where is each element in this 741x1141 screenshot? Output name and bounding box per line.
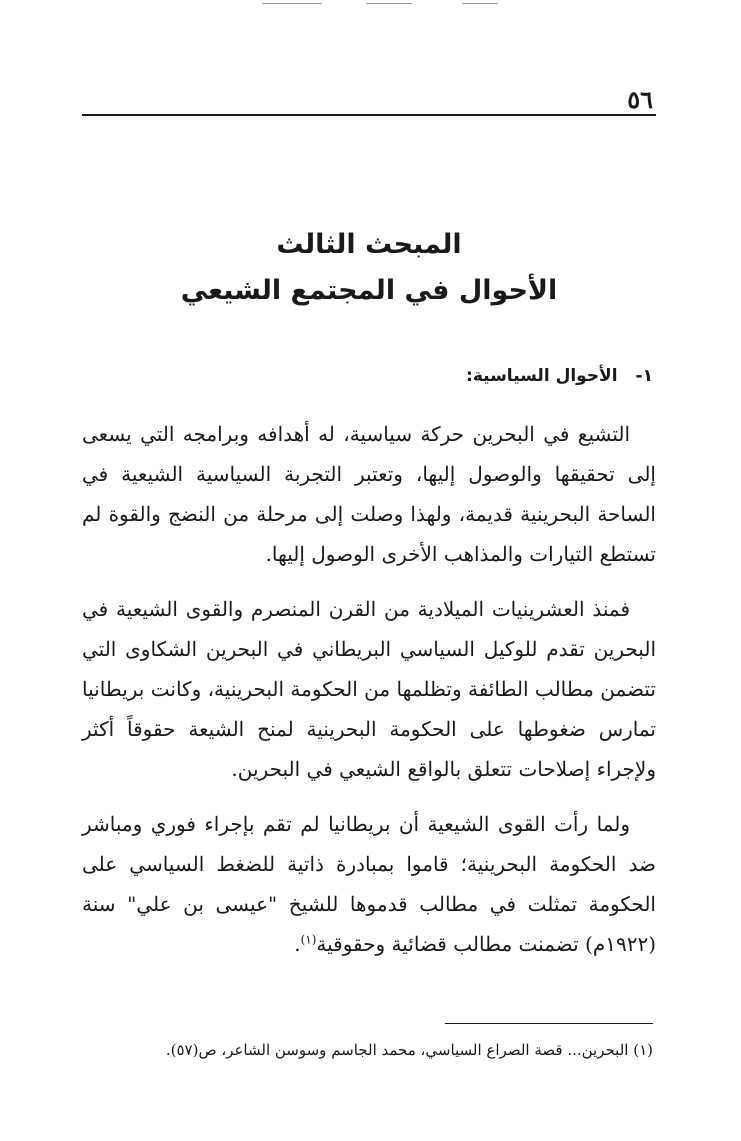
header-rule — [82, 114, 656, 116]
page-number: ٥٦ — [627, 85, 653, 114]
paragraph: التشيع في البحرين حركة سياسية، له أهدافه وبرامجه التي يسعى إلى تحقيقها والوصول إليها، وتعتبر التجربة السياسية الشيعية في الساحة البحرينية قديمة، ولهذا وصلت إلى مرحلة من النضج والقوة لم تستطع التيارات والمذاهب الأخرى الوصول إليها. — [82, 422, 656, 566]
section-heading-text: الأحوال السياسية: — [466, 366, 618, 386]
footnote-reference: (١) — [300, 932, 317, 947]
footnote: (١) البحرين... قصة الصراع السياسي، محمد الجاسم وسوسن الشاعر، ص(٥٧). — [165, 1041, 653, 1059]
chapter-title: المبحث الثالث — [276, 229, 462, 260]
section-heading — [466, 366, 653, 386]
chapter-subtitle: الأحوال في المجتمع الشيعي — [180, 275, 558, 306]
top-edge-marks — [262, 0, 502, 8]
top-mark — [262, 3, 322, 4]
section-number: ١- — [635, 366, 653, 386]
paragraph — [82, 804, 656, 964]
top-mark — [462, 3, 498, 4]
top-mark — [366, 3, 412, 4]
paragraph-text: ولما رأت القوى الشيعية أن بريطانيا لم تقم بإجراء فوري ومباشر ضد الحكومة البحرينية؛ قاموا بمبادرة ذاتية للضغط السياسي على الحكومة تمثلت في مطالب قدموها للشيخ "عيسى بن علي" سنة (١٩٢٢م) تضمنت مطالب قضائية وحقوقية — [82, 812, 656, 956]
footnote-rule — [445, 1023, 653, 1024]
paragraph-ending: . — [294, 932, 301, 956]
chapter-title-block — [82, 222, 656, 314]
body-text — [82, 414, 656, 979]
paragraph: فمنذ العشرينيات الميلادية من القرن المنصرم والقوى الشيعية في البحرين تقدم للوكيل السياسي البريطاني في البحرين الشكاوى التي تتضمن مطالب الطائفة وتظلمها من الحكومة البحرينية، وكانت بريطانيا تمارس ضغوطها على الحكومة البحرينية لمنح الشيعة حقوقاً أكثر ولإجراء إصلاحات تتعلق بالواقع الشيعي في البحرين. — [82, 597, 656, 781]
